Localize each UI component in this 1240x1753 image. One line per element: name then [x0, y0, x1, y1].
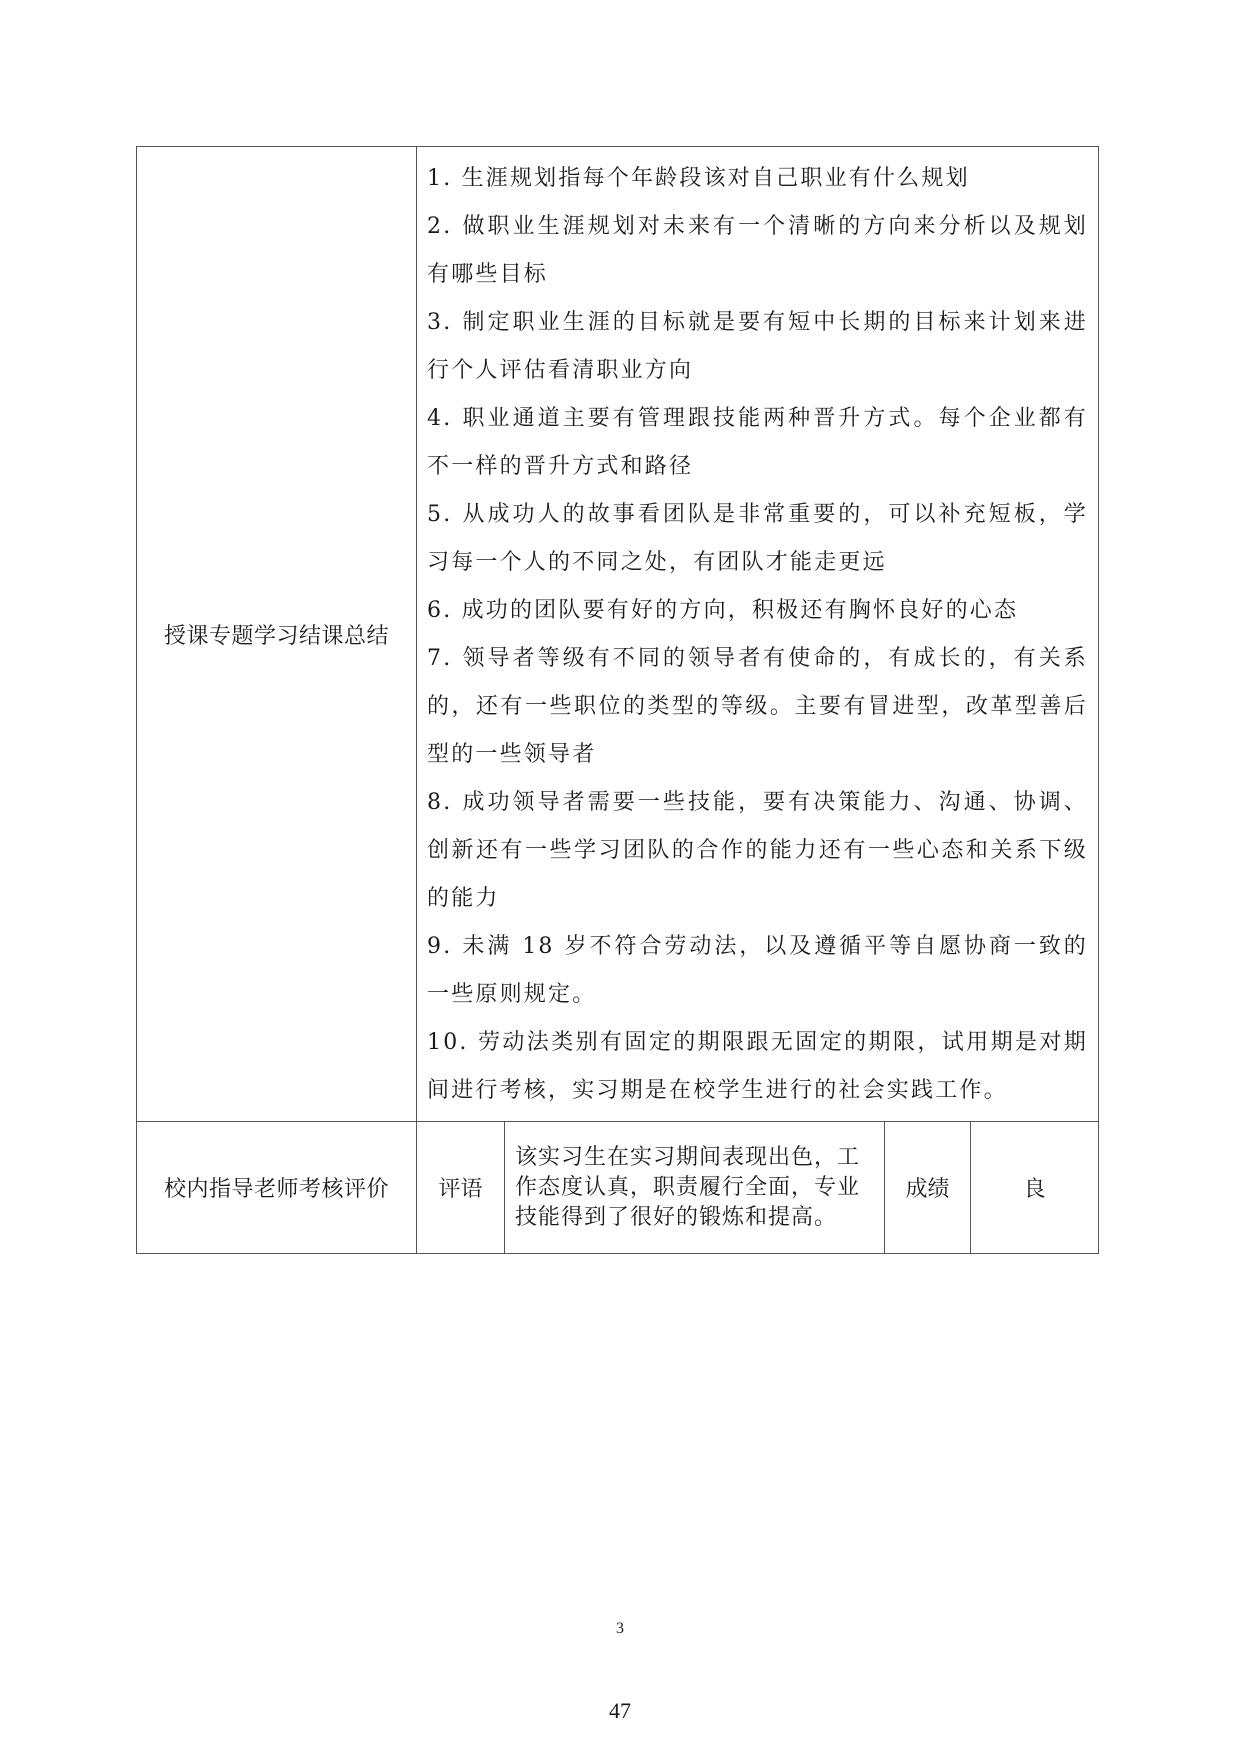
summary-item-7: 7. 领导者等级有不同的领导者有使命的，有成长的，有关系的，还有一些职位的类型的等级。主要有冒进型，改革型善后型的一些领导者	[427, 646, 1089, 767]
outer-page-number: 47	[609, 1698, 631, 1723]
summary-label: 授课专题学习结课总结	[137, 147, 417, 1122]
comment-text: 该实习生在实习期间表现出色，工作态度认真，职责履行全面，专业技能得到了很好的锻炼和提高。	[505, 1122, 885, 1254]
summary-item-10: 10. 劳动法类别有固定的期限跟无固定的期限，试用期是对期间进行考核，实习期是在校学生进行的社会实践工作。	[427, 1030, 1089, 1103]
inner-page-number: 3	[616, 1620, 624, 1637]
evaluation-label: 校内指导老师考核评价	[137, 1122, 417, 1254]
internship-form-table	[136, 146, 1099, 1254]
summary-item-2: 2. 做职业生涯规划对未来有一个清晰的方向来分析以及规划有哪些目标	[427, 214, 1089, 287]
summary-item-1: 1. 生涯规划指每个年龄段该对自己职业有什么规划	[427, 166, 970, 191]
summary-item-5: 5. 从成功人的故事看团队是非常重要的，可以补充短板，学习每一个人的不同之处，有团队才能走更远	[427, 502, 1089, 575]
summary-item-8: 8. 成功领导者需要一些技能，要有决策能力、沟通、协调、创新还有一些学习团队的合作的能力还有一些心态和关系下级的能力	[427, 790, 1089, 911]
grade-label: 成绩	[885, 1122, 971, 1254]
summary-item-4: 4. 职业通道主要有管理跟技能两种晋升方式。每个企业都有不一样的晋升方式和路径	[427, 406, 1089, 479]
summary-row	[137, 147, 1099, 1122]
grade-value: 良	[971, 1122, 1099, 1254]
comment-label: 评语	[417, 1122, 505, 1254]
evaluation-row	[137, 1122, 1099, 1254]
summary-item-9: 9. 未满 18 岁不符合劳动法，以及遵循平等自愿协商一致的一些原则规定。	[427, 934, 1089, 1007]
summary-item-3: 3. 制定职业生涯的目标就是要有短中长期的目标来计划来进行个人评估看清职业方向	[427, 310, 1089, 383]
summary-content	[417, 147, 1099, 1122]
summary-item-6: 6. 成功的团队要有好的方向，积极还有胸怀良好的心态	[427, 598, 1019, 623]
